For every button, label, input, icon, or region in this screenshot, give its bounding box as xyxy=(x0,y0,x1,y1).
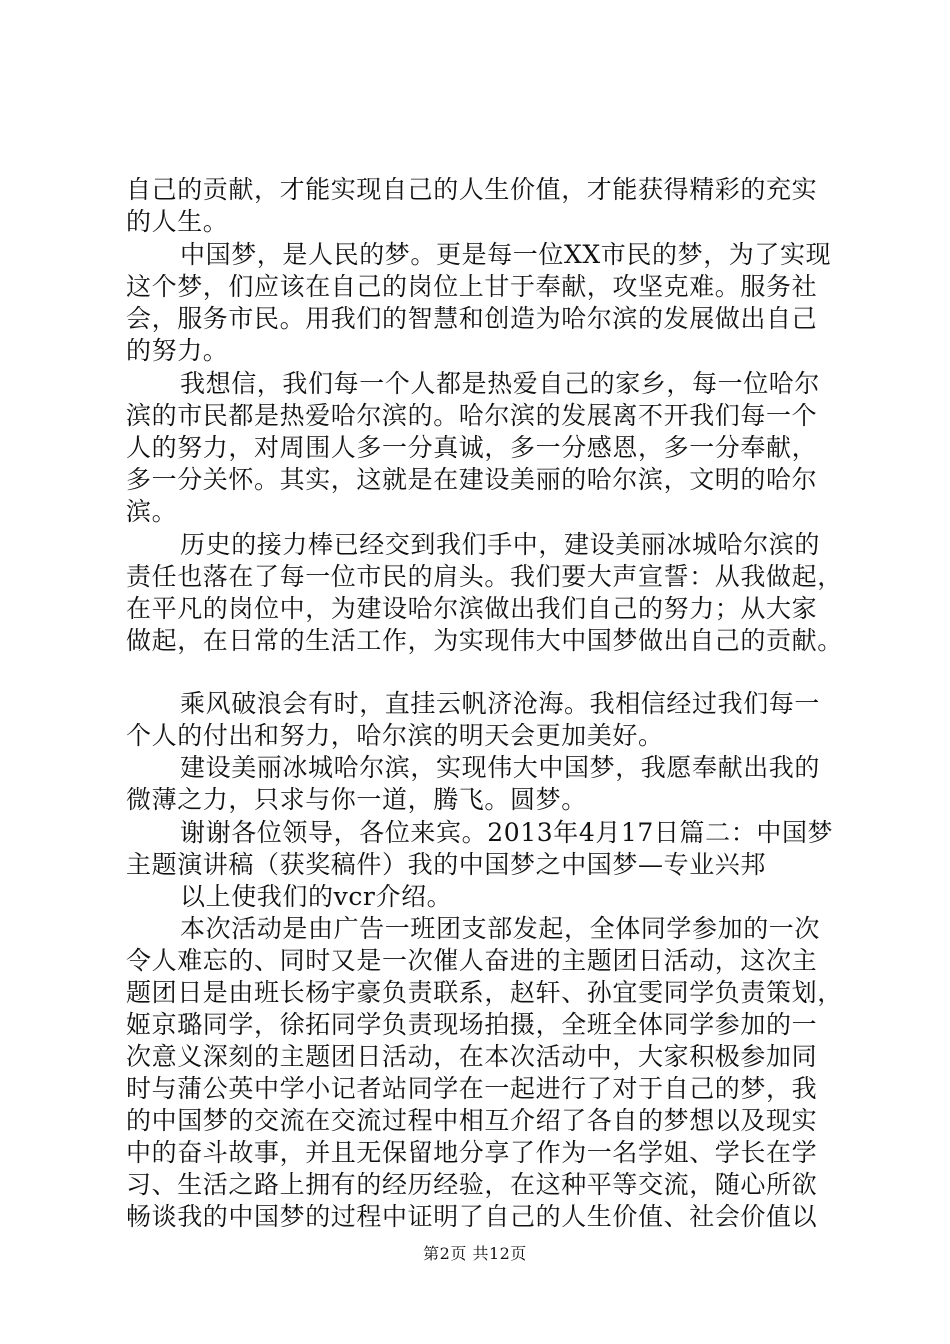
paragraph-start-line: 我想信，我们每一个人都是热爱自己的家乡，每一位哈尔 xyxy=(180,369,821,398)
text-line: 的中国梦的交流在交流过程中相互介绍了各自的梦想以及现实 xyxy=(126,1106,818,1135)
text-line: 自己的贡献，才能实现自己的人生价值，才能获得精彩的充实 xyxy=(126,175,818,204)
text-line: 主题演讲稿（获奖稿件）我的中国梦之中国梦—专业兴邦 xyxy=(126,850,767,879)
text-line: 时与蒲公英中学小记者站同学在一起进行了对于自己的梦，我 xyxy=(126,1074,818,1103)
text-line: 畅谈我的中国梦的过程中证明了自己的人生价值、社会价值以 xyxy=(126,1202,818,1231)
paragraph-start-line: 以上使我们的vcr介绍。 xyxy=(180,882,453,911)
paragraph-start-line: 历史的接力棒已经交到我们手中，建设美丽冰城哈尔滨的 xyxy=(180,530,821,559)
text-line: 令人难忘的、同时又是一次催人奋进的主题团日活动，这次主 xyxy=(126,946,818,975)
text-line: 的人生。 xyxy=(126,207,229,236)
text-line: 会，服务市民。用我们的智慧和创造为哈尔滨的发展做出自己 xyxy=(126,304,818,333)
text-line: 责任也落在了每一位市民的肩头。我们要大声宣誓：从我做起， xyxy=(126,562,843,591)
text-line: 多一分关怀。其实，这就是在建设美丽的哈尔滨，文明的哈尔 xyxy=(126,465,818,494)
paragraph-start-line: 谢谢各位领导，各位来宾。2013年4月17日篇二：中国梦 xyxy=(180,818,834,847)
paragraph-start-line: 中国梦，是人民的梦。更是每一位XX市民的梦，为了实现 xyxy=(180,240,832,269)
text-line: 在平凡的岗位中，为建设哈尔滨做出我们自己的努力；从大家 xyxy=(126,594,818,623)
text-line: 姬京璐同学，徐拓同学负责现场拍摄，全班全体同学参加的一 xyxy=(126,1010,818,1039)
paragraph-start-line: 本次活动是由广告一班团支部发起，全体同学参加的一次 xyxy=(180,914,821,943)
text-line: 滨的市民都是热爱哈尔滨的。哈尔滨的发展离不开我们每一个 xyxy=(126,401,818,430)
text-line: 习、生活之路上拥有的经历经验，在这种平等交流，随心所欲 xyxy=(126,1170,818,1199)
text-line: 次意义深刻的主题团日活动，在本次活动中，大家积极参加同 xyxy=(126,1042,818,1071)
text-line: 的努力。 xyxy=(126,336,229,365)
text-line: 个人的付出和努力，哈尔滨的明天会更加美好。 xyxy=(126,721,664,750)
paragraph-start-line: 乘风破浪会有时，直挂云帆济沧海。我相信经过我们每一 xyxy=(180,689,821,718)
text-line: 这个梦，们应该在自己的岗位上甘于奉献，攻坚克难。服务社 xyxy=(126,272,818,301)
text-line: 题团日是由班长杨宇豪负责联系，赵轩、孙宜雯同学负责策划， xyxy=(126,978,843,1007)
text-line: 中的奋斗故事，并且无保留地分享了作为一名学姐、学长在学 xyxy=(126,1138,818,1167)
text-line: 微薄之力，只求与你一道，腾飞。圆梦。 xyxy=(126,785,587,814)
paragraph-start-line: 建设美丽冰城哈尔滨，实现伟大中国梦，我愿奉献出我的 xyxy=(180,753,821,782)
text-line: 人的努力，对周围人多一分真诚，多一分感恩，多一分奉献， xyxy=(126,433,818,462)
text-line: 滨。 xyxy=(126,497,178,526)
text-line: 做起，在日常的生活工作，为实现伟大中国梦做出自己的贡献。 xyxy=(126,626,843,655)
page-number-footer: 第2页 共12页 xyxy=(423,1244,527,1263)
